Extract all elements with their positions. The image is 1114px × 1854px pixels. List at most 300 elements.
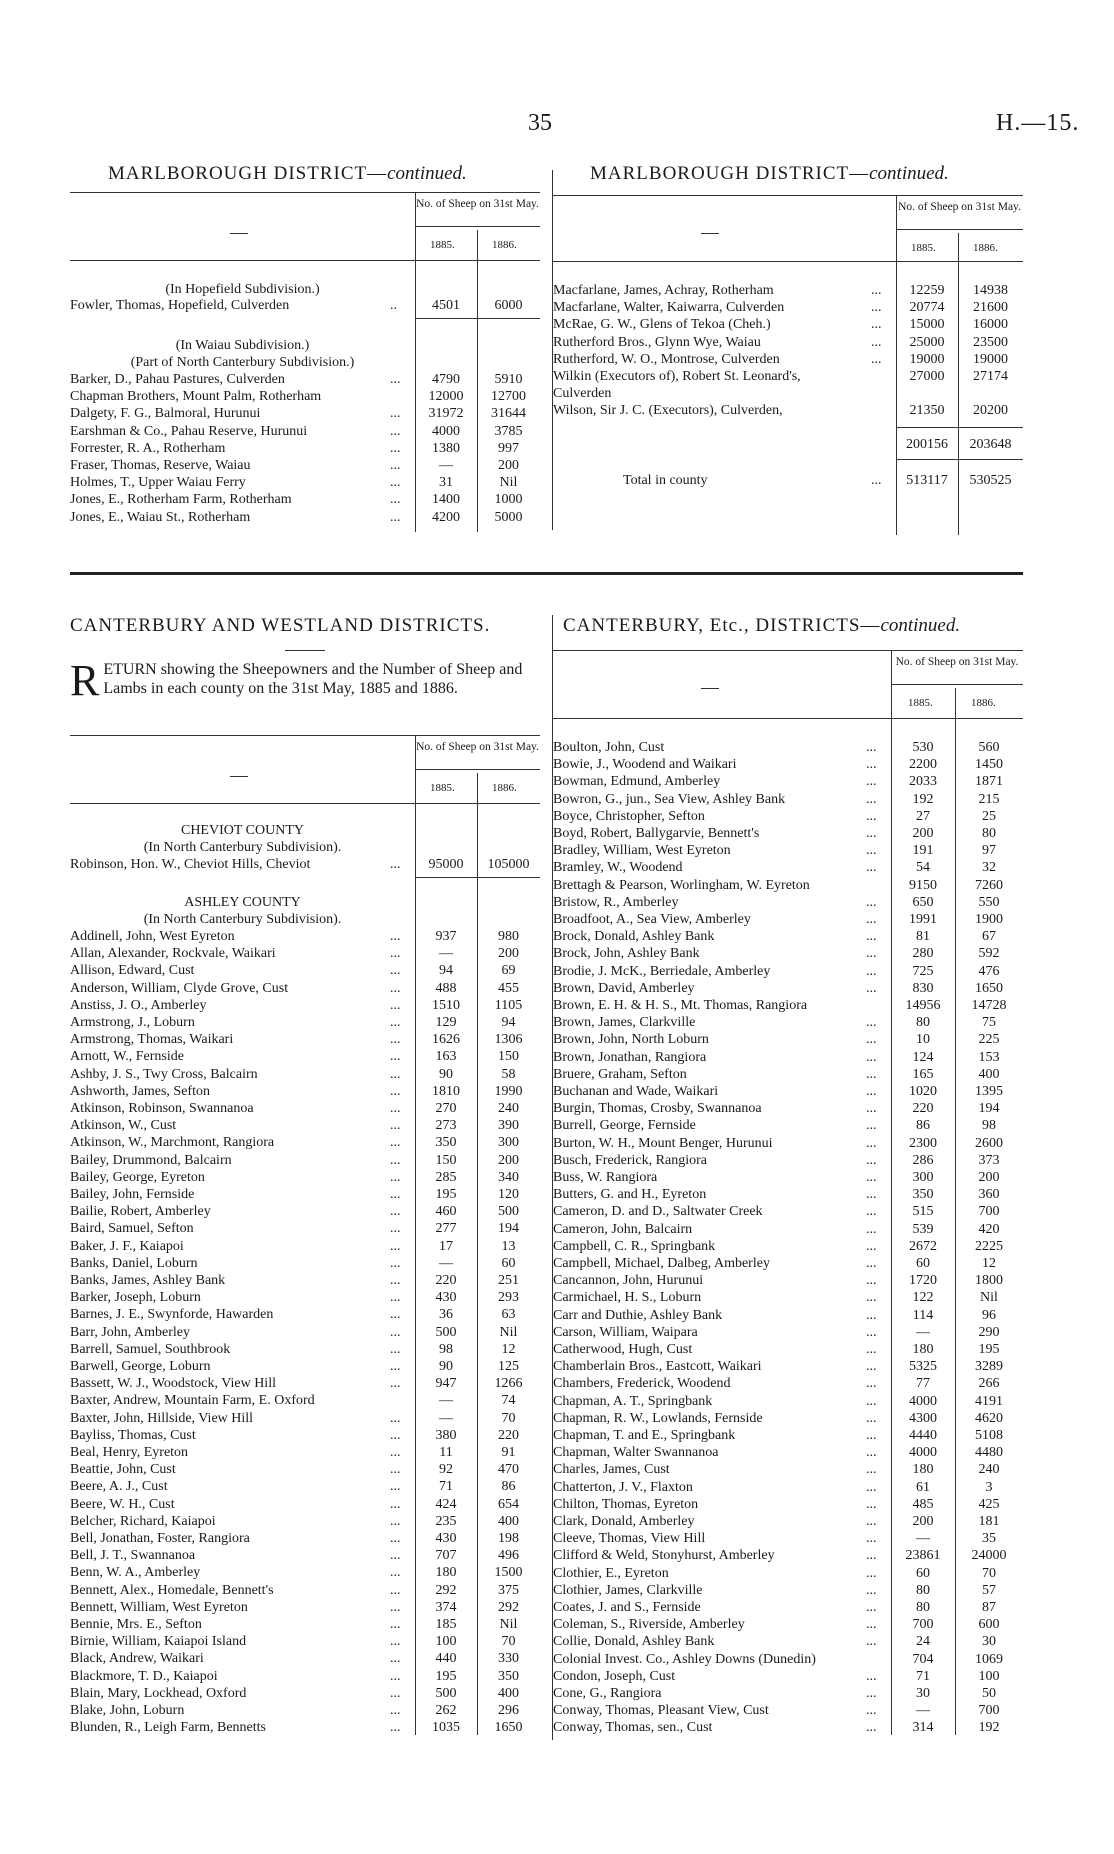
owner-name: Fowler, Thomas, Hopefield, Culverden bbox=[70, 298, 290, 313]
sheep-count-1885: 4000 bbox=[909, 1445, 937, 1461]
owner-name: Atkinson, Robinson, Swannanoa bbox=[70, 1101, 254, 1116]
table-row bbox=[553, 1325, 1023, 1342]
sheep-count-1886: 58 bbox=[501, 1066, 516, 1082]
sheep-count-1886: 80 bbox=[982, 826, 996, 841]
owner-name: Chapman Brothers, Mount Palm, Rotherham bbox=[70, 389, 322, 405]
table-row bbox=[70, 1204, 540, 1221]
table-row bbox=[553, 1566, 1023, 1583]
sheep-count-1886: 20200 bbox=[973, 403, 1008, 419]
sheep-count-1885: 12259 bbox=[909, 283, 945, 298]
leader-dots: ... bbox=[390, 1135, 401, 1151]
owner-name: Bruere, Graham, Sefton bbox=[553, 1066, 687, 1082]
owner-name: Buchanan and Wade, Waikari bbox=[553, 1084, 719, 1099]
sheep-count-1885: 280 bbox=[912, 946, 934, 962]
table-row bbox=[553, 1342, 1023, 1359]
year-1886: 1886. bbox=[492, 239, 517, 251]
table-row bbox=[553, 774, 1023, 791]
owner-name: Collie, Donald, Ashley Bank bbox=[553, 1634, 715, 1650]
owner-name: Chapman, A. T., Springbank bbox=[553, 1393, 713, 1409]
owner-name: Brock, Donald, Ashley Bank bbox=[553, 929, 715, 945]
owner-name: Jones, E., Rotherham Farm, Rotherham bbox=[70, 492, 292, 508]
sheep-count-1885: 77 bbox=[916, 1376, 930, 1392]
owner-name: Belcher, Richard, Kaiapoi bbox=[70, 1513, 216, 1529]
owner-name: Chamberlain Bros., Eastcott, Waikari bbox=[553, 1359, 762, 1375]
sheep-count-1885: 10 bbox=[916, 1032, 930, 1048]
leader-dots: ... bbox=[866, 757, 877, 773]
sheep-count-1886: 700 bbox=[978, 1703, 1000, 1719]
sheep-count-1885: 11 bbox=[439, 1445, 453, 1460]
owner-name: Brodie, J. McK., Berriedale, Amberley bbox=[553, 963, 771, 979]
leader-dots: ... bbox=[866, 1015, 877, 1031]
sheep-count-1885: 80 bbox=[916, 1600, 930, 1615]
table-row bbox=[70, 1325, 540, 1342]
sheep-count-1885: — bbox=[916, 1324, 930, 1340]
sheep-count-1885: 460 bbox=[435, 1204, 457, 1220]
owner-name: Boyce, Christopher, Sefton bbox=[553, 808, 705, 824]
sheep-count-1886: 97 bbox=[982, 843, 996, 859]
leader-dots: ... bbox=[871, 351, 882, 367]
owner-name: Condon, Joseph, Cust bbox=[553, 1668, 676, 1684]
table-row bbox=[553, 826, 1023, 843]
leader-dots: ... bbox=[866, 1720, 877, 1736]
owner-name: Carson, William, Waipara bbox=[553, 1324, 698, 1340]
table-row bbox=[70, 1359, 540, 1376]
sheep-count-1886: 12700 bbox=[491, 389, 526, 405]
table-row bbox=[70, 1256, 540, 1273]
marlborough-left-table bbox=[70, 192, 540, 532]
table-row bbox=[70, 1479, 540, 1496]
sheep-count-1886: 3289 bbox=[975, 1359, 1003, 1375]
sheep-count-1886: 4480 bbox=[975, 1445, 1003, 1461]
sheep-count-1885: 192 bbox=[912, 791, 934, 807]
sheep-count-1886: 35 bbox=[982, 1531, 996, 1547]
leader-dots: ... bbox=[866, 774, 877, 790]
table-row bbox=[70, 1135, 540, 1152]
leader-dots: ... bbox=[390, 1152, 401, 1168]
owner-name: Brown, Jonathan, Rangiora bbox=[553, 1049, 707, 1065]
owner-name: Brettagh & Pearson, Worlingham, W. Eyreton bbox=[553, 877, 810, 893]
sheep-count-1886: 67 bbox=[982, 929, 996, 945]
sheep-count-1886: 200 bbox=[498, 458, 519, 473]
owner-name: Brown, E. H. & H. S., Mt. Thomas, Rangiora bbox=[553, 998, 808, 1013]
owner-name: Carmichael, H. S., Loburn bbox=[553, 1290, 702, 1306]
leader-dots: ... bbox=[866, 1531, 877, 1547]
sheep-count-1885: 700 bbox=[912, 1617, 934, 1633]
sheep-count-1886: 6000 bbox=[494, 298, 523, 313]
leader-dots: ... bbox=[390, 1668, 401, 1684]
table-row bbox=[70, 458, 540, 475]
owner-name: Barwell, George, Loburn bbox=[70, 1359, 211, 1374]
table-row bbox=[70, 1428, 540, 1445]
sheep-count-1886: 200 bbox=[498, 946, 519, 962]
sheep-count-1886: 470 bbox=[498, 1462, 519, 1478]
column-header: No. of Sheep on 31st May. bbox=[898, 201, 1021, 213]
sheep-count-1886: 181 bbox=[978, 1514, 1000, 1529]
sheep-count-1885: 4200 bbox=[432, 509, 460, 525]
sheep-count-1886: 100 bbox=[978, 1668, 1000, 1684]
sheep-count-1885: 374 bbox=[435, 1599, 457, 1615]
table-row bbox=[553, 1583, 1023, 1600]
leader-dots: ... bbox=[866, 946, 877, 962]
leader-dots: ... bbox=[390, 1410, 401, 1426]
leader-dots: ... bbox=[866, 1221, 877, 1237]
sheep-count-1885: 273 bbox=[435, 1118, 457, 1134]
table-row bbox=[553, 335, 1023, 352]
sheep-count-1886: Nil bbox=[499, 475, 518, 491]
owner-name: Atkinson, W., Marchmont, Rangiora bbox=[70, 1135, 275, 1151]
sheep-count-1885: 1020 bbox=[909, 1084, 937, 1099]
table-row bbox=[70, 857, 540, 874]
owner-name: Black, Andrew, Waikari bbox=[70, 1651, 204, 1667]
sheep-count-1885: 19000 bbox=[909, 351, 945, 367]
owner-name: Blackmore, T. D., Kaiapoi bbox=[70, 1668, 218, 1684]
table-row bbox=[553, 964, 1023, 981]
sheep-count-1885: 200 bbox=[912, 1514, 934, 1529]
leader-dots: ... bbox=[871, 317, 882, 333]
table-row bbox=[553, 1290, 1023, 1307]
table-row bbox=[70, 1307, 540, 1324]
year-1885: 1885. bbox=[908, 697, 933, 709]
owner-name: Campbell, C. R., Springbank bbox=[553, 1238, 716, 1254]
sheep-count-1885: 163 bbox=[435, 1049, 457, 1065]
leader-dots: ... bbox=[390, 1015, 401, 1030]
sheep-count-1885: — bbox=[439, 1410, 453, 1426]
sheep-count-1885: 36 bbox=[439, 1307, 453, 1323]
sheep-count-1886: 120 bbox=[498, 1187, 519, 1202]
sheep-count-1885: 440 bbox=[435, 1651, 457, 1667]
table-row bbox=[553, 1359, 1023, 1376]
sheep-count-1886: 225 bbox=[978, 1032, 1000, 1048]
sheep-count-1886: 14728 bbox=[971, 998, 1007, 1013]
leader-dots: ... bbox=[866, 1256, 877, 1271]
owner-name: Barker, Joseph, Loburn bbox=[70, 1290, 201, 1306]
table-row bbox=[553, 1136, 1023, 1153]
leader-dots: ... bbox=[866, 1187, 877, 1203]
table-row bbox=[553, 809, 1023, 826]
sheep-count-1885: 1400 bbox=[432, 492, 460, 508]
sheep-count-1885: 1810 bbox=[432, 1083, 460, 1099]
sheep-count-1886: 240 bbox=[978, 1462, 1000, 1478]
table-row bbox=[553, 300, 1023, 317]
sheep-count-1885: 380 bbox=[435, 1427, 457, 1443]
leader-dots: ... bbox=[390, 1066, 401, 1082]
sheep-count-1885: 27000 bbox=[909, 369, 945, 384]
table-row bbox=[70, 998, 540, 1015]
owner-name: Bailey, George, Eyreton bbox=[70, 1169, 205, 1185]
owner-name: Campbell, Michael, Dalbeg, Amberley bbox=[553, 1256, 770, 1271]
sheep-count-1885: 500 bbox=[435, 1324, 457, 1340]
sheep-count-1886: 390 bbox=[498, 1118, 519, 1134]
table-row bbox=[553, 1032, 1023, 1049]
column-header: No. of Sheep on 31st May. bbox=[416, 741, 539, 753]
sheep-count-1885: — bbox=[916, 1703, 930, 1719]
sheep-count-1886: 1105 bbox=[494, 997, 523, 1013]
table-row bbox=[70, 1497, 540, 1514]
leader-dots: ... bbox=[390, 1531, 401, 1546]
leader-dots: ... bbox=[390, 1032, 401, 1048]
sheep-count-1885: — bbox=[916, 1531, 930, 1547]
sheep-count-1886: 400 bbox=[978, 1066, 1000, 1082]
leader-dots: ... bbox=[866, 1617, 877, 1633]
owner-name: Clark, Donald, Amberley bbox=[553, 1514, 695, 1529]
table-row bbox=[70, 1703, 540, 1720]
leader-dots: ... bbox=[390, 929, 401, 944]
sheep-count-1885: 539 bbox=[912, 1221, 934, 1237]
owner-name: Bailey, John, Fernside bbox=[70, 1187, 195, 1202]
leader-dots: ... bbox=[390, 1565, 401, 1581]
leader-dots: ... bbox=[390, 1118, 401, 1134]
leader-dots: ... bbox=[390, 1049, 401, 1065]
owner-name: Banks, Daniel, Loburn bbox=[70, 1255, 198, 1271]
sheep-count-1886: 293 bbox=[498, 1290, 519, 1306]
sheep-count-1886: 150 bbox=[498, 1049, 519, 1065]
table-row bbox=[70, 406, 540, 423]
sheep-count-1885: 195 bbox=[435, 1187, 457, 1202]
sheep-count-1886: 19000 bbox=[973, 351, 1008, 367]
table-row bbox=[70, 981, 540, 998]
owner-name: Conway, Thomas, Pleasant View, Cust bbox=[553, 1703, 769, 1719]
subdivision-label: (In Hopefield Subdivision.) bbox=[165, 282, 320, 297]
table-row bbox=[553, 1239, 1023, 1256]
sheep-count-1885: 4000 bbox=[432, 423, 460, 439]
leader-dots: ... bbox=[390, 1479, 401, 1495]
table-row bbox=[553, 929, 1023, 946]
leader-dots: ... bbox=[866, 1514, 877, 1529]
table-row bbox=[70, 1583, 540, 1600]
table-row bbox=[553, 740, 1023, 757]
table-row bbox=[553, 1703, 1023, 1720]
sheep-count-1885: 80 bbox=[916, 1015, 930, 1031]
sheep-count-1885: 2672 bbox=[909, 1238, 937, 1254]
sheep-count-1885: 14956 bbox=[905, 998, 941, 1013]
sheep-count-1886: 23500 bbox=[973, 334, 1008, 350]
leader-dots: ... bbox=[390, 1703, 401, 1718]
owner-name: Bowie, J., Woodend and Waikari bbox=[553, 757, 737, 773]
table-row bbox=[70, 424, 540, 441]
table-row bbox=[553, 1118, 1023, 1135]
table-row bbox=[553, 1308, 1023, 1325]
sheep-count-1886: 3 bbox=[985, 1479, 993, 1495]
owner-name: Dalgety, F. G., Balmoral, Hurunui bbox=[70, 406, 261, 422]
leader-dots: ... bbox=[866, 1582, 877, 1598]
leader-dots: ... bbox=[390, 509, 401, 525]
owner-name: Chapman, T. and E., Springbank bbox=[553, 1428, 736, 1443]
table-row bbox=[553, 912, 1023, 929]
table-row bbox=[70, 1376, 540, 1393]
canterbury-heading: CANTERBURY AND WESTLAND DISTRICTS. bbox=[70, 615, 491, 636]
owner-name: Wilkin (Executors of), Robert St. Leonard's, bbox=[553, 369, 801, 384]
owner-name: Bailie, Robert, Amberley bbox=[70, 1204, 211, 1220]
table-row bbox=[553, 1015, 1023, 1032]
year-1886: 1886. bbox=[973, 242, 998, 254]
year-1886: 1886. bbox=[971, 697, 996, 709]
table-row bbox=[553, 1187, 1023, 1204]
leader-dots: ... bbox=[866, 1238, 877, 1254]
sheep-count-1885: 54 bbox=[916, 860, 930, 876]
sheep-count-1886: 400 bbox=[498, 1685, 519, 1701]
column-header: No. of Sheep on 31st May. bbox=[895, 656, 1019, 668]
year-1886: 1886. bbox=[492, 782, 517, 794]
table-row bbox=[553, 1480, 1023, 1497]
table-row bbox=[553, 386, 1023, 403]
table-row bbox=[553, 352, 1023, 369]
owner-name: Anderson, William, Clyde Grove, Cust bbox=[70, 980, 289, 996]
leader-dots: ... bbox=[866, 1290, 877, 1306]
sheep-count-1886: 125 bbox=[498, 1359, 519, 1374]
sheep-count-1886: 1990 bbox=[494, 1083, 523, 1099]
table-row bbox=[70, 1651, 540, 1668]
table-row bbox=[553, 317, 1023, 334]
subdivision-label: (Part of North Canterbury Subdivision.) bbox=[130, 355, 355, 370]
leader-dots: ... bbox=[390, 1307, 401, 1323]
leader-dots: ... bbox=[866, 1686, 877, 1701]
owner-name: Allison, Edward, Cust bbox=[70, 963, 195, 979]
table-row bbox=[553, 843, 1023, 860]
leader-dots: ... bbox=[390, 458, 401, 473]
leader-dots: ... bbox=[866, 894, 877, 910]
table-row bbox=[70, 1565, 540, 1582]
marlborough-right-table bbox=[553, 195, 1023, 535]
leader-dots: ... bbox=[390, 1496, 401, 1512]
table-row bbox=[70, 372, 540, 389]
sheep-count-1885: 4300 bbox=[909, 1410, 937, 1426]
table-row bbox=[70, 510, 540, 527]
sheep-count-1885: 20774 bbox=[909, 300, 945, 316]
table-row bbox=[553, 895, 1023, 912]
sheep-count-1886: 70 bbox=[501, 1634, 516, 1650]
table-row bbox=[70, 1531, 540, 1548]
sheep-count-1886: 1395 bbox=[975, 1084, 1003, 1099]
sheep-count-1886: 200 bbox=[498, 1152, 519, 1168]
table-row bbox=[553, 1084, 1023, 1101]
owner-name: Macfarlane, James, Achray, Rotherham bbox=[553, 283, 774, 298]
leader-dots: ... bbox=[390, 946, 401, 962]
sheep-count-1886: 32 bbox=[982, 860, 996, 876]
sheep-count-1886: 195 bbox=[978, 1342, 1000, 1357]
sheep-count-1886: 63 bbox=[501, 1307, 516, 1323]
table-row bbox=[70, 1239, 540, 1256]
leader-dots: ... bbox=[866, 963, 877, 979]
table-row bbox=[553, 1376, 1023, 1393]
table-row bbox=[70, 1720, 540, 1737]
table-row bbox=[70, 1617, 540, 1634]
table-row bbox=[70, 1445, 540, 1462]
leader-dots: ... bbox=[866, 740, 877, 755]
leader-dots: ... bbox=[390, 440, 401, 456]
column-header: No. of Sheep on 31st May. bbox=[416, 198, 539, 210]
owner-name: Benn, W. A., Amberley bbox=[70, 1565, 201, 1581]
leader-dots: ... bbox=[866, 1359, 877, 1375]
table-row bbox=[70, 1669, 540, 1686]
leader-dots: ... bbox=[390, 1376, 401, 1392]
table-row bbox=[553, 946, 1023, 963]
sheep-count-1885: 61 bbox=[916, 1479, 930, 1495]
leader-dots: ... bbox=[866, 808, 877, 824]
leader-dots: ... bbox=[866, 1307, 877, 1323]
leader-dots: ... bbox=[866, 1393, 877, 1409]
sheep-count-1885: 92 bbox=[439, 1462, 453, 1478]
owner-name: Bailey, Drummond, Balcairn bbox=[70, 1152, 232, 1168]
owner-name: Armstrong, Thomas, Waikari bbox=[70, 1032, 234, 1048]
table-row bbox=[70, 929, 540, 946]
sheep-count-1885: 86 bbox=[916, 1118, 930, 1134]
leader-dots: ... bbox=[866, 1118, 877, 1134]
sheep-count-1886: 592 bbox=[978, 946, 1000, 962]
sheep-count-1886: 96 bbox=[982, 1307, 996, 1323]
owner-name: Broadfoot, A., Sea View, Amberley bbox=[553, 912, 751, 927]
table-row bbox=[70, 1067, 540, 1084]
owner-name: Coates, J. and S., Fernside bbox=[553, 1600, 701, 1615]
sheep-count-1885: 286 bbox=[912, 1152, 934, 1168]
owner-name: Forrester, R. A., Rotherham bbox=[70, 440, 226, 456]
sheep-count-1885: 71 bbox=[916, 1668, 930, 1684]
county-heading: ASHLEY COUNTY bbox=[184, 895, 301, 910]
table-row bbox=[553, 1222, 1023, 1239]
leader-dots: ... bbox=[390, 1599, 401, 1615]
sheep-count-1886: 13 bbox=[501, 1238, 516, 1254]
marlborough-right-heading: MARLBOROUGH DISTRICT—continued. bbox=[590, 163, 949, 184]
sheep-count-1886: 550 bbox=[978, 894, 1000, 910]
county-total-row: Total in county ... 513117 530525 bbox=[623, 473, 1012, 488]
table-row bbox=[70, 1170, 540, 1187]
sheep-count-1885: 5325 bbox=[909, 1359, 937, 1375]
table-row bbox=[553, 1256, 1023, 1273]
county-subtotal-row: 200156 203648 bbox=[906, 437, 1012, 452]
owner-name: Beattie, John, Cust bbox=[70, 1462, 176, 1478]
owner-name: Blunden, R., Leigh Farm, Bennetts bbox=[70, 1720, 266, 1736]
sheep-count-1886: 75 bbox=[982, 1015, 996, 1031]
sheep-count-1885: 12000 bbox=[428, 389, 464, 405]
sheep-count-1886: 5910 bbox=[494, 372, 523, 387]
owner-name: Jones, E., Waiau St., Rotherham bbox=[70, 509, 251, 525]
sheep-count-1885: 285 bbox=[435, 1169, 457, 1185]
sheep-count-1885: 180 bbox=[912, 1342, 934, 1357]
leader-dots: ... bbox=[390, 1204, 401, 1220]
leader-dots: ... bbox=[390, 1083, 401, 1099]
leader-dots: ... bbox=[390, 1582, 401, 1598]
table-row bbox=[70, 1273, 540, 1290]
sheep-count-1886: 16000 bbox=[973, 317, 1008, 333]
table-row bbox=[70, 1600, 540, 1617]
sheep-count-1886: 94 bbox=[501, 1015, 516, 1030]
owner-name: Clifford & Weld, Stonyhurst, Amberley bbox=[553, 1548, 775, 1564]
table-row bbox=[70, 475, 540, 492]
sheep-count-1886: 200 bbox=[978, 1170, 1000, 1185]
leader-dots: ... bbox=[866, 1032, 877, 1048]
sheep-count-1885: 15000 bbox=[909, 317, 945, 333]
sheep-count-1886: 14938 bbox=[973, 283, 1008, 298]
owner-name: Cancannon, John, Hurunui bbox=[553, 1273, 704, 1289]
owner-name: Boyd, Robert, Ballygarvie, Bennett's bbox=[553, 826, 760, 841]
sheep-count-1885: 430 bbox=[435, 1531, 457, 1546]
return-description: RETURN showing the Sheepowners and the Number of Sheep and Lambs in each county on the 31st May, 1885 and 1886. bbox=[70, 656, 523, 705]
owner-name: Cleeve, Thomas, View Hill bbox=[553, 1531, 706, 1547]
sheep-count-1886: 1450 bbox=[975, 757, 1003, 773]
owner-name: Bradley, William, West Eyreton bbox=[553, 843, 731, 859]
owner-name: Allan, Alexander, Rockvale, Waikari bbox=[70, 946, 276, 962]
sheep-count-1886: 57 bbox=[982, 1582, 996, 1598]
table-row bbox=[70, 1221, 540, 1238]
table-row bbox=[553, 1153, 1023, 1170]
owner-name: Charles, James, Cust bbox=[553, 1462, 670, 1478]
leader-dots: ... bbox=[390, 1685, 401, 1701]
owner-name: Chambers, Frederick, Woodend bbox=[553, 1376, 731, 1392]
table-row bbox=[553, 1411, 1023, 1428]
sheep-count-1886: 5108 bbox=[975, 1428, 1003, 1443]
owner-name: Conway, Thomas, sen., Cust bbox=[553, 1720, 713, 1736]
sheep-count-1886: 215 bbox=[978, 791, 1000, 807]
table-row bbox=[553, 1462, 1023, 1479]
